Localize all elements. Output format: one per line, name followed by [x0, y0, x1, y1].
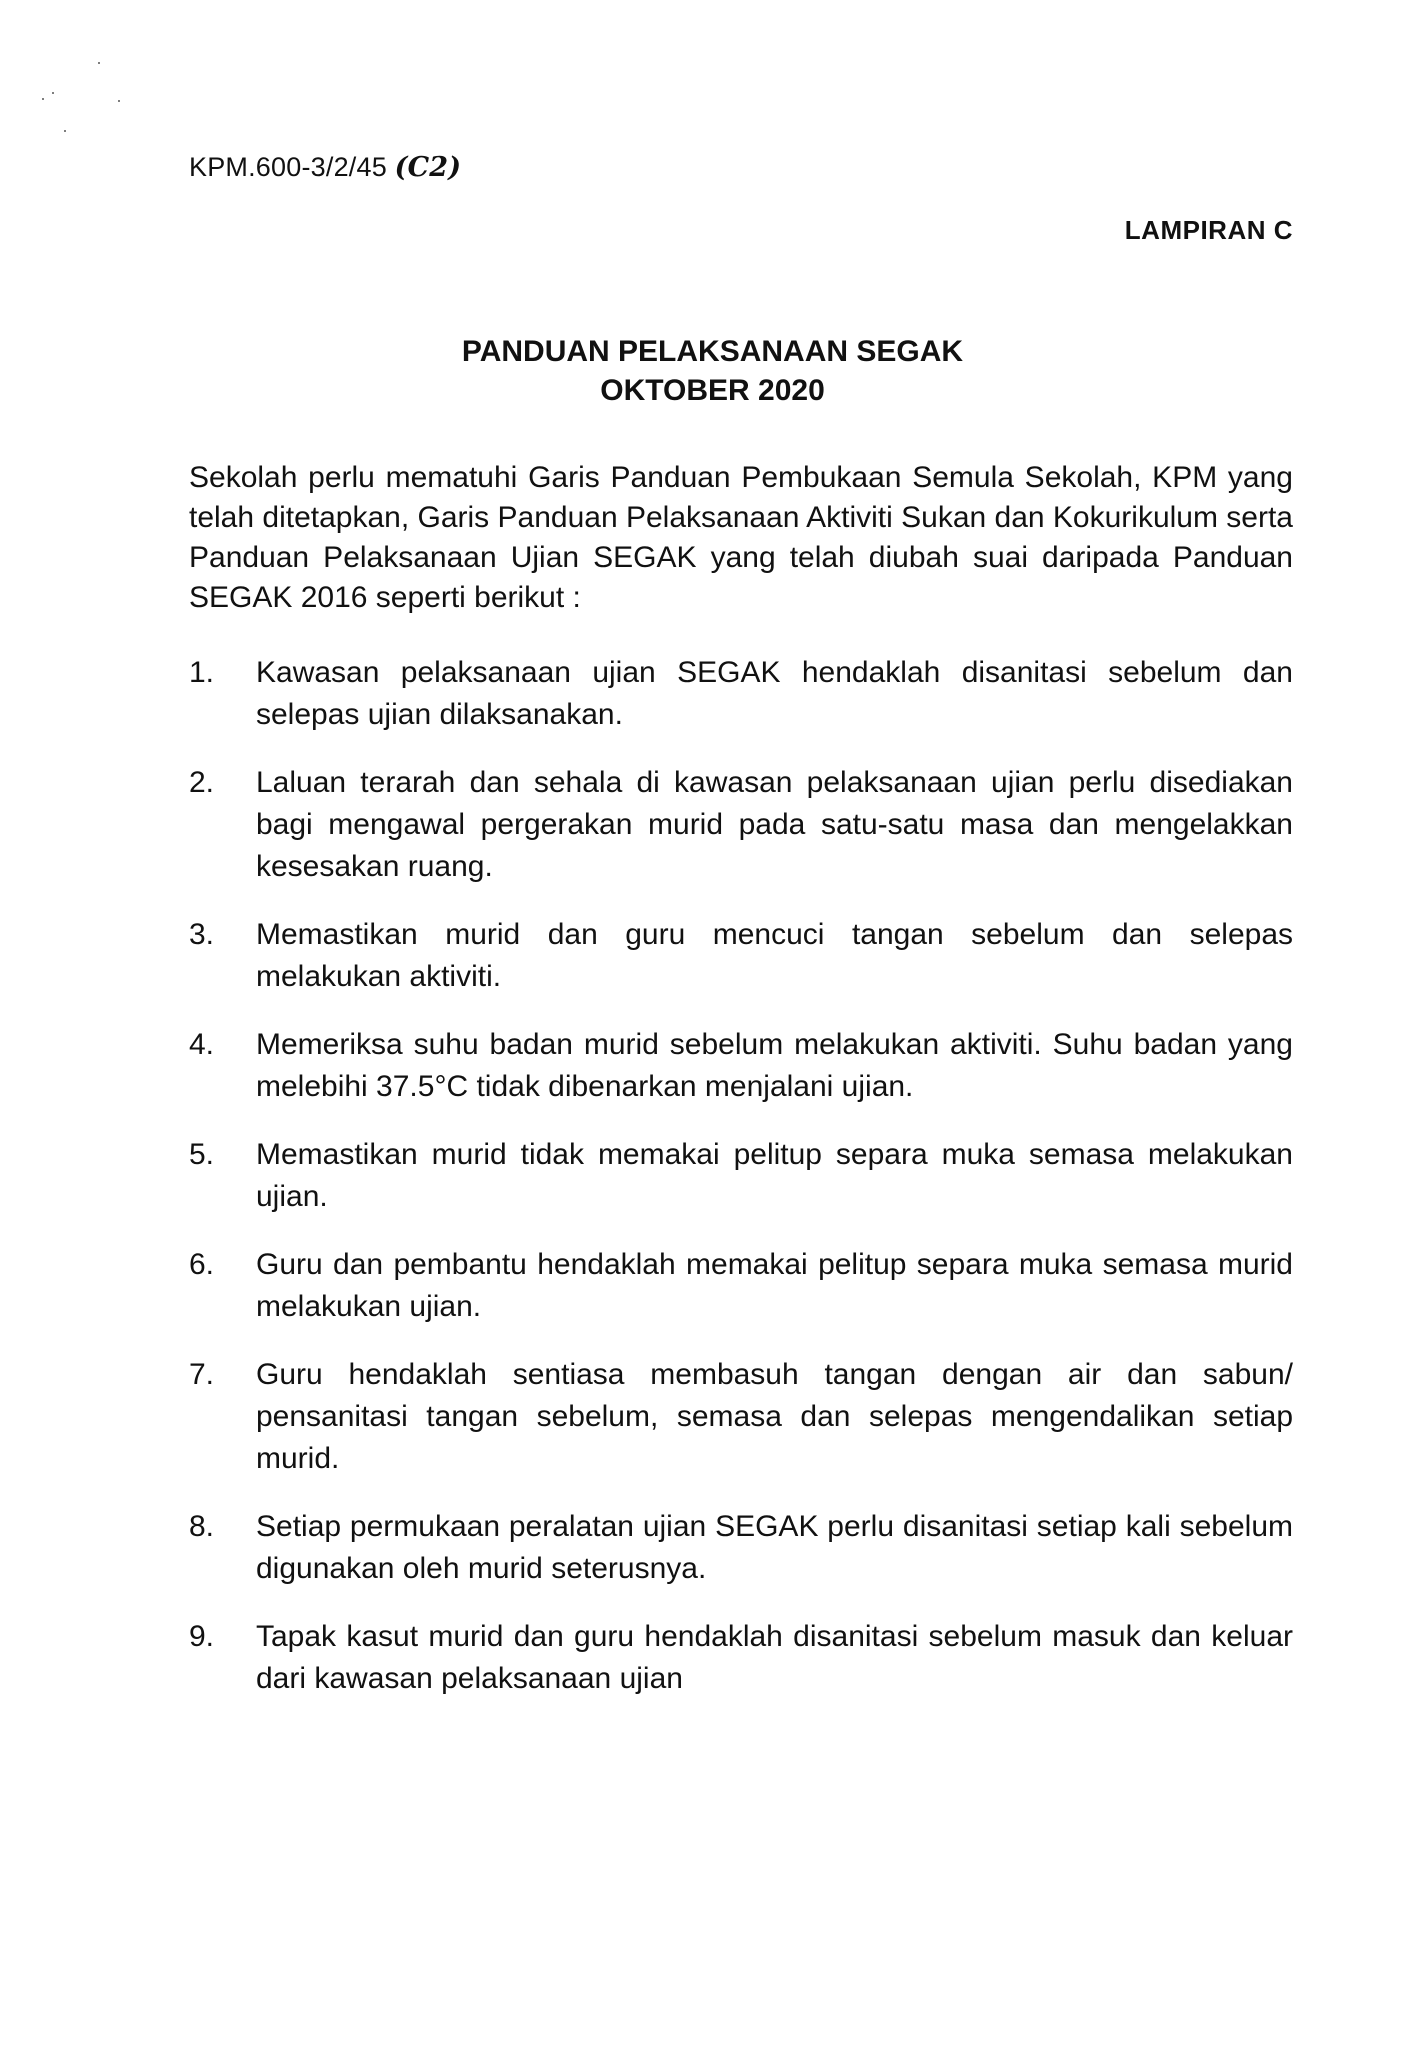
list-item — [0, 1616, 1425, 1700]
annex-label: LAMPIRAN C — [1124, 215, 1293, 245]
item-text: Memastikan murid dan guru mencuci tangan sebelum dan selepas melakukan aktiviti. — [256, 918, 1293, 993]
list-item — [0, 1354, 1425, 1480]
item-number: 7. — [189, 1358, 215, 1391]
list-item — [0, 1134, 1425, 1218]
list-item — [0, 652, 1425, 736]
item-text: Memeriksa suhu badan murid sebelum melakukan aktiviti. Suhu badan yang melebihi 37.5°C tidak dibenarkan menjalani ujian. — [256, 1028, 1293, 1103]
title-line-1: PANDUAN PELAKSANAAN SEGAK — [461, 335, 964, 368]
item-text: Guru hendaklah sentiasa membasuh tangan dengan air dan sabun/ pensanitasi tangan sebelum, semasa dan selepas mengendalikan setiap murid. — [256, 1358, 1293, 1475]
item-text: Laluan terarah dan sehala di kawasan pelaksanaan ujian perlu disediakan bagi mengawal pergerakan murid pada satu-satu masa dan mengelakkan kesesakan ruang. — [256, 766, 1293, 883]
list-item — [0, 1244, 1425, 1328]
reference-code: KPM.600-3/2/45 — [189, 152, 387, 182]
reference-number — [189, 152, 461, 183]
item-number: 1. — [189, 656, 215, 689]
list-item — [0, 1506, 1425, 1590]
item-number: 4. — [189, 1028, 215, 1061]
item-number: 3. — [189, 918, 215, 951]
list-item — [0, 914, 1425, 998]
item-text: Memastikan murid tidak memakai pelitup separa muka semasa melakukan ujian. — [256, 1138, 1293, 1213]
item-number: 2. — [189, 766, 215, 799]
intro-paragraph: Sekolah perlu mematuhi Garis Panduan Pembukaan Semula Sekolah, KPM yang telah ditetapkan, Garis Panduan Pelaksanaan Aktiviti Sukan dan Kokurikulum serta Panduan Pelaksanaan Ujian SEGAK yang telah diubah suai daripada Panduan SEGAK 2016 seperti berikut : — [189, 461, 1293, 614]
list-item — [0, 1024, 1425, 1108]
item-number: 9. — [189, 1620, 215, 1653]
item-number: 8. — [189, 1510, 215, 1543]
item-text: Kawasan pelaksanaan ujian SEGAK hendaklah disanitasi sebelum dan selepas ujian dilaksanakan. — [256, 656, 1293, 731]
title-line-2: OKTOBER 2020 — [600, 374, 825, 407]
reference-handwritten-suffix: (C2) — [394, 152, 462, 183]
list-item — [0, 762, 1425, 888]
item-text: Tapak kasut murid dan guru hendaklah disanitasi sebelum masuk dan keluar dari kawasan pelaksanaan ujian — [256, 1620, 1293, 1695]
item-text: Guru dan pembantu hendaklah memakai pelitup separa muka semasa murid melakukan ujian. — [256, 1248, 1293, 1323]
document-title — [0, 332, 1425, 410]
item-number: 6. — [189, 1248, 215, 1281]
item-text: Setiap permukaan peralatan ujian SEGAK perlu disanitasi setiap kali sebelum digunakan oleh murid seterusnya. — [256, 1510, 1293, 1585]
item-number: 5. — [189, 1138, 215, 1171]
guideline-list — [0, 652, 1425, 1726]
